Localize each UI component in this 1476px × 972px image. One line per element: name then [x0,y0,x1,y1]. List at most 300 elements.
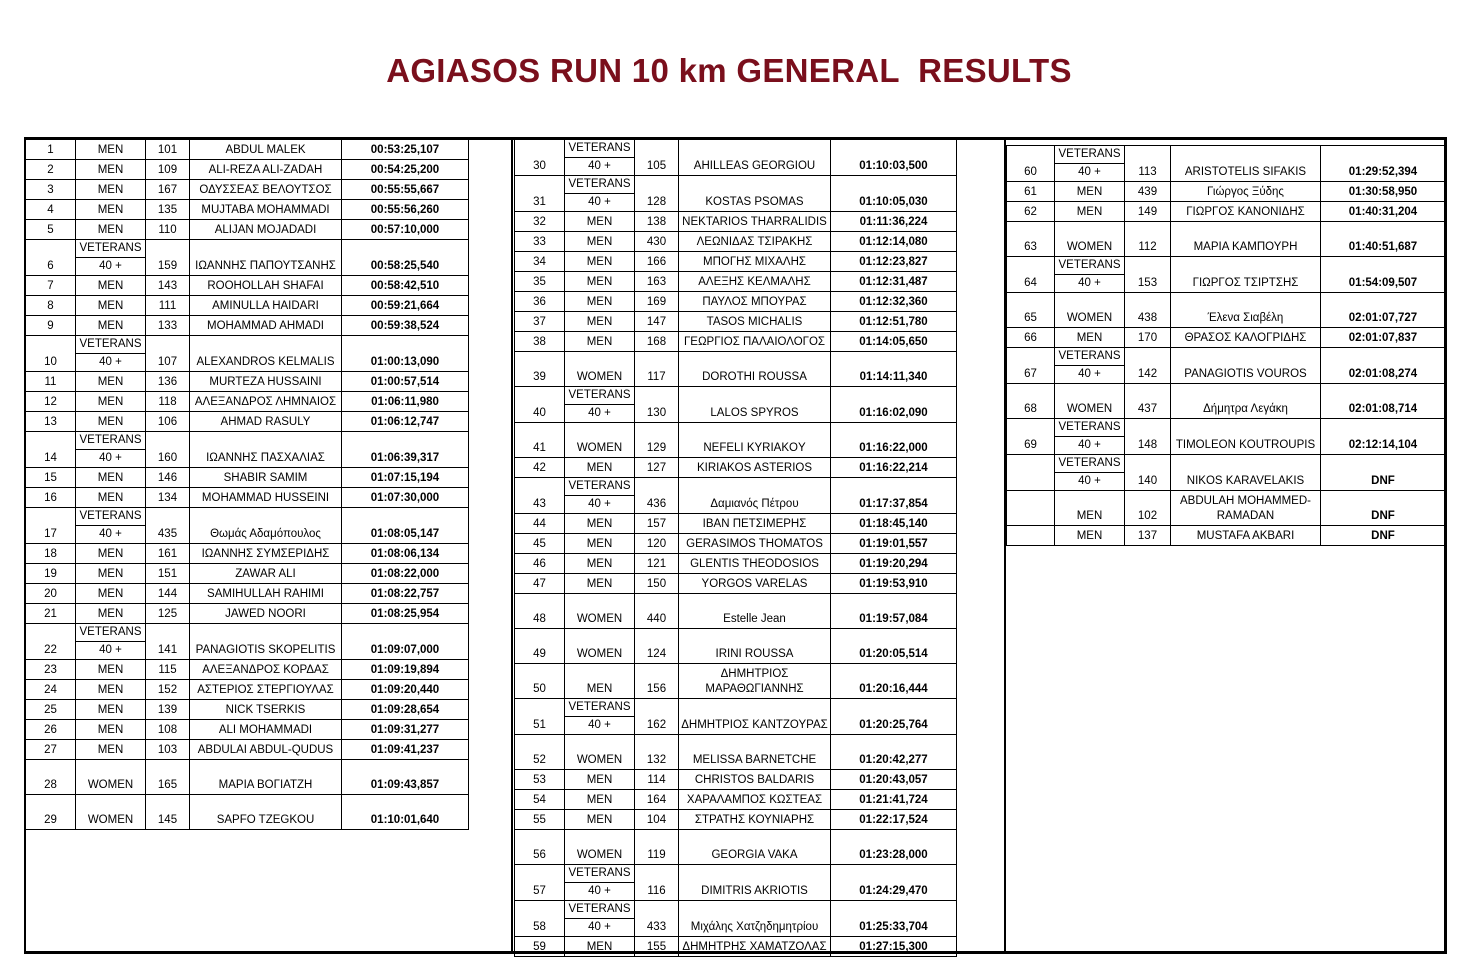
page-title: AGIASOS RUN 10 km GENERAL RESULTS [386,52,1072,89]
bib-cell: 133 [146,316,190,336]
category-cell: MEN [76,488,146,508]
category-label: VETERANS [565,901,634,919]
name-cell: ΑΛΕΞΑΝΔΡΟΣ ΛΗΜΝΑΙΟΣ [190,392,342,412]
category-age-label: 40 + [99,528,122,540]
time-cell: 01:20:16,444 [831,664,957,699]
category-cell [565,901,635,937]
name-cell: NICK TSERKIS [190,700,342,720]
bib-cell: 138 [635,212,679,232]
position-cell: 7 [26,276,76,296]
bib-cell: 134 [146,488,190,508]
table-row [26,336,469,372]
time-cell: 01:12:31,487 [831,272,957,292]
category-cell [1055,146,1125,182]
category-cell: WOMEN [565,594,635,629]
category-cell: MEN [1055,491,1125,526]
name-cell: KOSTAS PSOMAS [679,176,831,212]
bib-cell: 114 [635,770,679,790]
name-cell: ARISTOTELIS SIFAKIS [1171,146,1321,182]
category-age-label: 40 + [1078,439,1101,451]
bib-cell: 129 [635,423,679,458]
position-cell: 60 [1007,146,1055,182]
time-cell: 01:21:41,724 [831,790,957,810]
name-cell: ΟΔΥΣΣΕΑΣ ΒΕΛΟΥΤΣΟΣ [190,180,342,200]
results-table-col-1 [25,139,469,830]
time-cell: 01:29:52,394 [1321,146,1446,182]
bib-cell: 144 [146,584,190,604]
time-cell: 01:09:19,894 [342,660,469,680]
name-cell: MURTEZA HUSSAINI [190,372,342,392]
bib-cell: 159 [146,240,190,276]
table-row [1007,526,1446,546]
position-cell: 8 [26,296,76,316]
time-cell: 01:16:22,214 [831,458,957,478]
name-cell: ALI MOHAMMADI [190,720,342,740]
bib-cell: 120 [635,534,679,554]
category-age-label: 40 + [588,407,611,419]
category-label: VETERANS [1055,348,1124,366]
time-cell: 01:54:09,507 [1321,257,1446,293]
category-cell [76,508,146,544]
time-cell: 01:30:58,950 [1321,182,1446,202]
name-cell: ΧΑΡΑΛΑΜΠΟΣ ΚΩΣΤΕΑΣ [679,790,831,810]
category-label: VETERANS [76,336,145,354]
name-cell: AMINULLA HAIDARI [190,296,342,316]
table-row [26,508,469,544]
time-cell: 01:20:42,277 [831,735,957,770]
table-row [26,468,469,488]
category-label: VETERANS [76,432,145,450]
position-cell: 13 [26,412,76,432]
category-cell: WOMEN [565,352,635,387]
name-cell: ALI-REZA ALI-ZADAH [190,160,342,180]
table-row [1007,293,1446,328]
table-row [1007,257,1446,293]
category-label: VETERANS [76,240,145,258]
name-cell: Έλενα Σιαβέλη [1171,293,1321,328]
table-row [26,200,469,220]
table-row [26,720,469,740]
name-cell: ΙΩΑΝΝΗΣ ΠΑΣΧΑΛΙΑΣ [190,432,342,468]
bib-cell: 162 [635,699,679,735]
position-cell: 3 [26,180,76,200]
bib-cell: 110 [146,220,190,240]
category-cell: MEN [1055,182,1125,202]
table-row [515,901,957,937]
name-cell: TIMOLEON KOUTROUPIS [1171,419,1321,455]
category-cell: MEN [76,544,146,564]
category-cell: MEN [76,604,146,624]
position-cell: 12 [26,392,76,412]
name-line-2: RAMADAN [1216,510,1275,522]
time-cell: 01:40:51,687 [1321,222,1446,257]
category-cell: MEN [565,458,635,478]
category-cell: WOMEN [76,795,146,830]
position-cell: 2 [26,160,76,180]
name-cell: ABDUL MALEK [190,140,342,160]
table-row [1007,182,1446,202]
table-row [26,700,469,720]
time-cell: 00:58:25,540 [342,240,469,276]
name-cell: ΑΛΕΞΑΝΔΡΟΣ ΚΟΡΔΑΣ [190,660,342,680]
bib-cell: 433 [635,901,679,937]
time-cell: DNF [1321,491,1446,526]
table-row [515,699,957,735]
time-cell: 01:17:37,854 [831,478,957,514]
bib-cell: 165 [146,760,190,795]
bib-cell: 101 [146,140,190,160]
time-cell: 01:16:22,000 [831,423,957,458]
name-cell: ΓΕΩΡΓΙΟΣ ΠΑΛΑΙΟΛΟΓΟΣ [679,332,831,352]
time-cell: 02:01:08,714 [1321,384,1446,419]
position-cell: 22 [26,624,76,660]
bib-cell: 435 [146,508,190,544]
name-cell: ΠΑΥΛΟΣ ΜΠΟΥΡΑΣ [679,292,831,312]
category-cell: MEN [76,140,146,160]
column-divider-1 [511,139,513,953]
bib-cell: 143 [146,276,190,296]
time-cell: 01:12:23,827 [831,252,957,272]
table-row [26,220,469,240]
time-cell: 01:23:28,000 [831,830,957,865]
time-cell: 01:11:36,224 [831,212,957,232]
category-cell [565,478,635,514]
table-row [1007,419,1446,455]
name-cell: ΔΗΜΗΤΡΗΣ ΧΑΜΑΤΖΟΛΑΣ [679,937,831,957]
table-row [515,332,957,352]
bib-cell: 135 [146,200,190,220]
table-row [26,240,469,276]
name-line-2: ΜΑΡΑΘΩΓΙΑΝΝΗΣ [705,683,804,695]
table-row [26,604,469,624]
position-cell: 41 [515,423,565,458]
time-cell: 00:58:42,510 [342,276,469,296]
table-row [26,680,469,700]
bib-cell: 151 [146,564,190,584]
category-age-label: 40 + [588,719,611,731]
time-cell: 02:01:07,727 [1321,293,1446,328]
table-row [26,584,469,604]
position-cell: 56 [515,830,565,865]
table-row [26,740,469,760]
category-cell: MEN [76,412,146,432]
category-cell: MEN [76,296,146,316]
category-cell: MEN [76,180,146,200]
time-cell: 01:00:13,090 [342,336,469,372]
position-cell: 45 [515,534,565,554]
position-cell: 21 [26,604,76,624]
position-cell: 17 [26,508,76,544]
position-cell: 40 [515,387,565,423]
bib-cell: 437 [1125,384,1171,419]
name-cell: ΙΒΑΝ ΠΕΤΣΙΜΕΡΗΣ [679,514,831,534]
position-cell: 36 [515,292,565,312]
position-cell: 68 [1007,384,1055,419]
position-cell: 61 [1007,182,1055,202]
category-cell: MEN [565,292,635,312]
time-cell: 00:59:21,664 [342,296,469,316]
position-cell: 26 [26,720,76,740]
position-cell: 30 [515,140,565,176]
time-cell: 01:09:28,654 [342,700,469,720]
category-cell: WOMEN [76,760,146,795]
bib-cell: 125 [146,604,190,624]
category-cell: MEN [565,664,635,699]
position-cell: 64 [1007,257,1055,293]
table-row [1007,384,1446,419]
time-cell: 01:16:02,090 [831,387,957,423]
bib-cell: 106 [146,412,190,432]
category-label: VETERANS [76,508,145,526]
time-cell: DNF [1321,526,1446,546]
category-age-label: 40 + [588,921,611,933]
bib-cell: 119 [635,830,679,865]
table-row [1007,328,1446,348]
bib-cell: 146 [146,468,190,488]
category-label: VETERANS [1055,455,1124,473]
table-row [26,564,469,584]
table-row [26,488,469,508]
category-age-label: 40 + [99,452,122,464]
table-row [26,660,469,680]
table-row [515,352,957,387]
category-label: VETERANS [565,176,634,194]
category-age-label: 40 + [99,644,122,656]
bib-cell: 130 [635,387,679,423]
category-age-label: 40 + [588,498,611,510]
time-cell: 01:06:11,980 [342,392,469,412]
time-cell: 01:08:06,134 [342,544,469,564]
category-cell: MEN [565,232,635,252]
name-cell: MOHAMMAD AHMADI [190,316,342,336]
position-cell: 59 [515,937,565,957]
position-cell: 10 [26,336,76,372]
category-cell: MEN [565,574,635,594]
table-row [515,937,957,957]
table-row [26,372,469,392]
name-line-1: ABDULAH MOHAMMED- [1180,495,1311,507]
table-row [26,432,469,468]
table-row [26,316,469,336]
table-row [515,423,957,458]
position-cell: 37 [515,312,565,332]
name-cell: SAPFO TZEGKOU [190,795,342,830]
category-cell: MEN [76,700,146,720]
time-cell: 01:12:32,360 [831,292,957,312]
name-cell: CHRISTOS BALDARIS [679,770,831,790]
bib-cell: 111 [146,296,190,316]
category-cell: MEN [76,680,146,700]
bib-cell: 164 [635,790,679,810]
table-row [515,252,957,272]
position-cell: 16 [26,488,76,508]
name-cell [1171,491,1321,526]
category-cell: WOMEN [1055,384,1125,419]
category-age-label: 40 + [1078,368,1101,380]
table-row [26,140,469,160]
results-table-col-3 [1006,145,1446,546]
time-cell: 01:08:05,147 [342,508,469,544]
bib-cell: 440 [635,594,679,629]
category-cell [76,240,146,276]
category-label: VETERANS [1055,146,1124,164]
table-row [1007,222,1446,257]
table-row [515,212,957,232]
category-label: VETERANS [565,865,634,883]
position-cell: 65 [1007,293,1055,328]
bib-cell: 439 [1125,182,1171,202]
name-cell: NEKTARIOS THARRALIDIS [679,212,831,232]
category-cell [1055,348,1125,384]
name-cell: SAMIHULLAH RAHIMI [190,584,342,604]
name-cell: JAWED NOORI [190,604,342,624]
name-cell: MOHAMMAD HUSSEINI [190,488,342,508]
time-cell: 01:09:07,000 [342,624,469,660]
time-cell: 01:08:22,000 [342,564,469,584]
table-row [515,140,957,176]
name-cell: ALEXANDROS KELMALIS [190,336,342,372]
name-cell: Δαμιανός Πέτρου [679,478,831,514]
name-cell: IRINI ROUSSA [679,629,831,664]
table-row [515,534,957,554]
category-cell [565,387,635,423]
name-cell: KIRIAKOS ASTERIOS [679,458,831,478]
name-cell: GERASIMOS THOMATOS [679,534,831,554]
name-cell: TASOS MICHALIS [679,312,831,332]
name-cell: AHMAD RASULY [190,412,342,432]
name-cell: ΑΛΕΞΗΣ ΚΕΛΜΑΛΗΣ [679,272,831,292]
position-cell: 25 [26,700,76,720]
category-age-label: 40 + [588,885,611,897]
category-cell: MEN [76,220,146,240]
position-cell: 4 [26,200,76,220]
position-cell: 51 [515,699,565,735]
position-cell: 27 [26,740,76,760]
name-cell: Γιώργος Ξύδης [1171,182,1321,202]
name-cell: ΓΙΩΡΓΟΣ ΚΑΝΟΝΙΔΗΣ [1171,202,1321,222]
position-cell: 50 [515,664,565,699]
position-cell: 62 [1007,202,1055,222]
position-cell: 57 [515,865,565,901]
time-cell: 01:00:57,514 [342,372,469,392]
category-cell [76,336,146,372]
category-cell: WOMEN [1055,222,1125,257]
bib-cell: 170 [1125,328,1171,348]
category-cell: WOMEN [565,830,635,865]
time-cell: 01:12:51,780 [831,312,957,332]
table-row [515,790,957,810]
bib-cell: 156 [635,664,679,699]
category-cell: MEN [76,276,146,296]
category-label: VETERANS [76,624,145,642]
bib-cell: 160 [146,432,190,468]
category-age-label: 40 + [1078,475,1101,487]
table-row [515,735,957,770]
time-cell: 01:10:03,500 [831,140,957,176]
time-cell: 01:09:31,277 [342,720,469,740]
bib-cell: 157 [635,514,679,534]
time-cell: 02:01:07,837 [1321,328,1446,348]
position-cell: 11 [26,372,76,392]
table-row [515,458,957,478]
bib-cell: 128 [635,176,679,212]
bib-cell: 113 [1125,146,1171,182]
bib-cell: 166 [635,252,679,272]
position-cell [1007,526,1055,546]
position-cell: 15 [26,468,76,488]
position-cell: 1 [26,140,76,160]
bib-cell: 149 [1125,202,1171,222]
table-row [515,810,957,830]
name-cell: ΑΣΤΕΡΙΟΣ ΣΤΕΡΓΙΟΥΛΑΣ [190,680,342,700]
table-row [515,514,957,534]
bib-cell: 137 [1125,526,1171,546]
table-row [26,795,469,830]
name-cell: NIKOS KARAVELAKIS [1171,455,1321,491]
category-cell: MEN [565,312,635,332]
position-cell: 14 [26,432,76,468]
category-cell: MEN [565,514,635,534]
category-cell [76,624,146,660]
bib-cell: 112 [1125,222,1171,257]
bib-cell: 117 [635,352,679,387]
table-row [26,296,469,316]
time-cell: 01:09:43,857 [342,760,469,795]
bib-cell: 121 [635,554,679,574]
category-cell [1055,419,1125,455]
category-cell: MEN [565,554,635,574]
time-cell: 01:20:25,764 [831,699,957,735]
time-cell: 01:19:53,910 [831,574,957,594]
category-label: VETERANS [1055,257,1124,275]
name-cell: PANAGIOTIS SKOPELITIS [190,624,342,660]
category-cell: MEN [565,534,635,554]
table-row [515,387,957,423]
table-row [515,574,957,594]
table-row [515,176,957,212]
category-cell: MEN [1055,202,1125,222]
bib-cell: 107 [146,336,190,372]
time-cell: 01:19:01,557 [831,534,957,554]
time-cell: 01:10:05,030 [831,176,957,212]
category-cell: MEN [565,937,635,957]
table-row [26,544,469,564]
position-cell: 67 [1007,348,1055,384]
time-cell: 01:22:17,524 [831,810,957,830]
time-cell: 00:54:25,200 [342,160,469,180]
name-cell: ΜΑΡΙΑ ΒΟΓΙΑΤΖΗ [190,760,342,795]
category-label: VETERANS [565,140,634,158]
time-cell: 00:57:10,000 [342,220,469,240]
table-row [1007,455,1446,491]
name-cell: Estelle Jean [679,594,831,629]
category-cell: MEN [76,660,146,680]
category-cell: WOMEN [1055,293,1125,328]
time-cell: 01:25:33,704 [831,901,957,937]
category-label: VETERANS [565,699,634,717]
category-cell: MEN [1055,526,1125,546]
name-cell: ΔΗΜΗΤΡΙΟΣ ΚΑΝΤΖΟΥΡΑΣ [679,699,831,735]
position-cell: 19 [26,564,76,584]
category-cell: MEN [76,316,146,336]
position-cell: 53 [515,770,565,790]
position-cell: 23 [26,660,76,680]
position-cell: 46 [515,554,565,574]
name-cell: ROOHOLLAH SHAFAI [190,276,342,296]
name-cell: PANAGIOTIS VOUROS [1171,348,1321,384]
category-cell: MEN [76,584,146,604]
time-cell: 00:55:56,260 [342,200,469,220]
